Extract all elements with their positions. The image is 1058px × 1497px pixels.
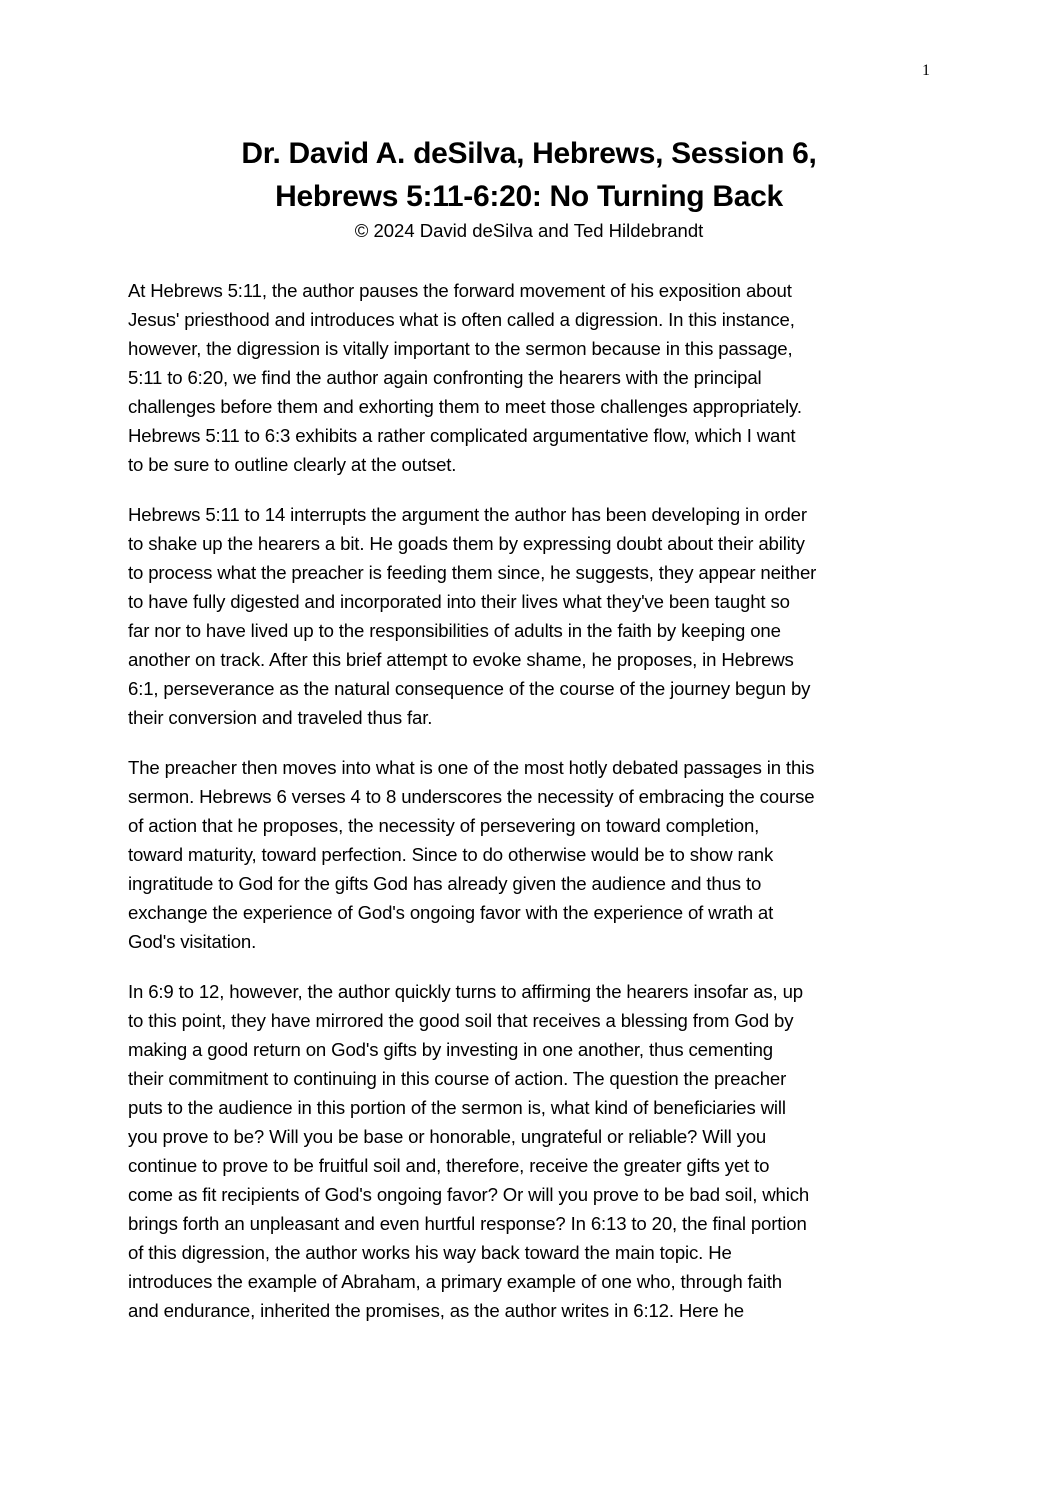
document-body: [128, 276, 948, 1346]
text-line: puts to the audience in this portion of the sermon is, what kind of beneficiaries will: [128, 1097, 786, 1118]
text-line: to this point, they have mirrored the good soil that receives a blessing from God by: [128, 1010, 794, 1031]
text-line: far nor to have lived up to the responsibilities of adults in the faith by keeping one: [128, 620, 781, 641]
text-line: exchange the experience of God's ongoing favor with the experience of wrath at: [128, 902, 774, 923]
copyright-notice: © 2024 David deSilva and Ted Hildebrandt: [354, 220, 704, 241]
paragraph: [128, 276, 948, 479]
text-line: brings forth an unpleasant and even hurtful response? In 6:13 to 20, the final portion: [128, 1213, 807, 1234]
text-line: you prove to be? Will you be base or honorable, ungrateful or reliable? Will you: [128, 1126, 767, 1147]
text-line: to be sure to outline clearly at the outset.: [128, 454, 457, 475]
text-line: Hebrews 5:11 to 14 interrupts the argument the author has been developing in order: [128, 504, 807, 525]
text-line: Jesus' priesthood and introduces what is often called a digression. In this instance,: [128, 309, 795, 330]
text-line: to process what the preacher is feeding them since, he suggests, they appear neither: [128, 562, 817, 583]
text-line: In 6:9 to 12, however, the author quickly turns to affirming the hearers insofar as, up: [128, 981, 803, 1002]
text-line: to have fully digested and incorporated into their lives what they've been taught so: [128, 591, 790, 612]
title-line: Dr. David A. deSilva, Hebrews, Session 6,: [241, 137, 817, 170]
text-line: At Hebrews 5:11, the author pauses the forward movement of his exposition about: [128, 280, 792, 301]
text-line: toward maturity, toward perfection. Since to do otherwise would be to show rank: [128, 844, 774, 865]
text-line: Hebrews 5:11 to 6:3 exhibits a rather complicated argumentative flow, which I want: [128, 425, 796, 446]
page-number: 1: [922, 62, 930, 79]
text-line: and endurance, inherited the promises, as the author writes in 6:12. Here he: [128, 1300, 744, 1321]
title-line: Hebrews 5:11-6:20: No Turning Back: [275, 180, 783, 213]
paragraph: [128, 977, 948, 1325]
text-line: of action that he proposes, the necessity of persevering on toward completion,: [128, 815, 760, 836]
text-line: their commitment to continuing in this course of action. The question the preacher: [128, 1068, 787, 1089]
document-title: [0, 132, 1058, 218]
text-line: come as fit recipients of God's ongoing favor? Or will you prove to be bad soil, which: [128, 1184, 810, 1205]
text-line: God's visitation.: [128, 931, 257, 952]
paragraph: [128, 753, 948, 956]
text-line: their conversion and traveled thus far.: [128, 707, 433, 728]
text-line: The preacher then moves into what is one of the most hotly debated passages in this: [128, 757, 815, 778]
text-line: another on track. After this brief attempt to evoke shame, he proposes, in Hebrews: [128, 649, 794, 670]
text-line: however, the digression is vitally important to the sermon because in this passage,: [128, 338, 793, 359]
text-line: of this digression, the author works his way back toward the main topic. He: [128, 1242, 732, 1263]
text-line: introduces the example of Abraham, a primary example of one who, through faith: [128, 1271, 782, 1292]
text-line: ingratitude to God for the gifts God has already given the audience and thus to: [128, 873, 762, 894]
paragraph: [128, 500, 948, 732]
text-line: 5:11 to 6:20, we find the author again confronting the hearers with the principal: [128, 367, 762, 388]
text-line: 6:1, perseverance as the natural consequence of the course of the journey begun by: [128, 678, 811, 699]
text-line: to shake up the hearers a bit. He goads them by expressing doubt about their ability: [128, 533, 805, 554]
text-line: challenges before them and exhorting them to meet those challenges appropriately.: [128, 396, 802, 417]
text-line: making a good return on God's gifts by investing in one another, thus cementing: [128, 1039, 773, 1060]
text-line: sermon. Hebrews 6 verses 4 to 8 underscores the necessity of embracing the course: [128, 786, 815, 807]
text-line: continue to prove to be fruitful soil and, therefore, receive the greater gifts yet to: [128, 1155, 770, 1176]
